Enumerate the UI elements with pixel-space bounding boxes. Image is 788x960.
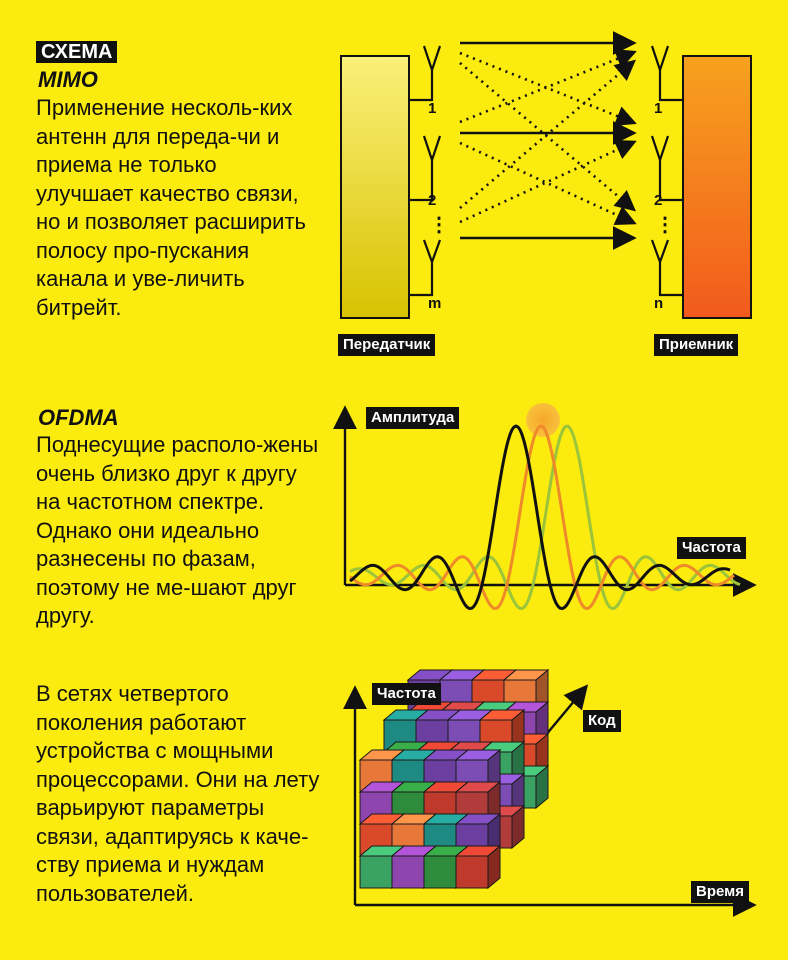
antenna-dots-tx: ⋮ — [429, 214, 449, 236]
mimo-cross-arrows — [460, 53, 632, 222]
frequency-axis-label: Частота — [677, 537, 746, 559]
cube-frequency-label: Частота — [372, 683, 441, 705]
ofdma-title: OFDMA — [38, 405, 119, 430]
antenna-dots-rx: ⋮ — [655, 214, 675, 236]
peak-highlight — [526, 403, 560, 437]
mimo-title: MIMO — [38, 67, 98, 92]
cube-time-label: Время — [691, 881, 749, 903]
receiver-label: Приемник — [654, 334, 738, 356]
fourg-text: В сетях четвертого поколения работают устройства с мощными процессорами. Они на лету варьируют параметры связи, адаптируясь к каче-ству приема и нуждам пользователей. — [36, 681, 320, 906]
subcarrier-orange — [350, 426, 734, 608]
transmitter-box — [341, 56, 409, 318]
cube-cell — [456, 846, 500, 888]
antenna-label-2-rx: 2 — [654, 192, 663, 209]
amplitude-axis-label: Амплитуда — [366, 407, 459, 429]
cube-code-label: Код — [583, 710, 621, 732]
subcarrier-black — [350, 426, 730, 609]
antenna-label-1-tx: 1 — [428, 100, 437, 117]
tx-antennas — [409, 46, 683, 295]
mimo-text-body: Применение несколь-ких антенн для переда-чи и приема не только улучшает качество связи, но и позволяет расширить полосу про-пускания канала и уве-личить битрейт. — [36, 95, 306, 320]
receiver-box — [683, 56, 751, 318]
antenna-label-2-tx: 2 — [428, 192, 437, 209]
antenna-label-n: n — [654, 295, 664, 312]
section-tag: СХЕМА — [36, 41, 117, 63]
transmitter-label: Передатчик — [338, 334, 435, 356]
antenna-label-m: m — [428, 295, 442, 312]
antenna-label-1-rx: 1 — [654, 100, 663, 117]
ofdma-text: Поднесущие располо-жены очень близко друг к другу на частотном спектре. Однако они идеально разнесены по фазам, поэтому не ме-шают друг другу. — [36, 432, 319, 628]
